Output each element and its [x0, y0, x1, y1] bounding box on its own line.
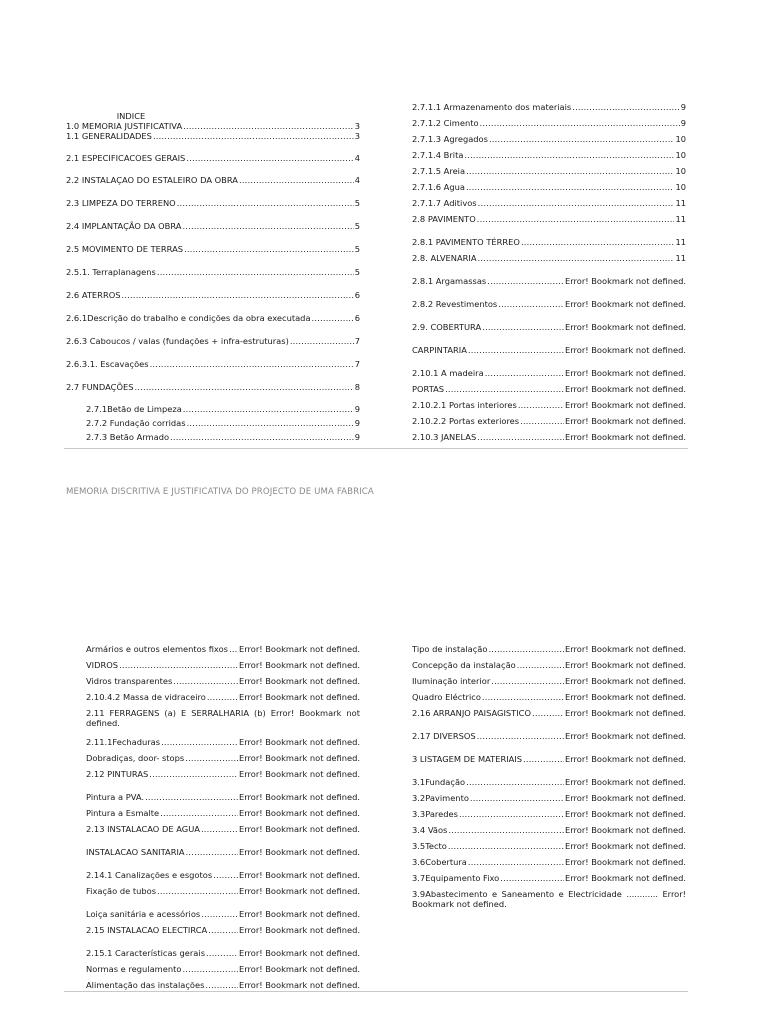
toc-entry[interactable] [412, 692, 686, 702]
toc-entry[interactable] [412, 731, 686, 741]
toc-column-left-2 [86, 644, 360, 990]
toc-entry[interactable] [86, 676, 360, 686]
toc-entry-label: 2.1 ESPECIFICACOES GERAIS [66, 153, 186, 163]
toc-entry-page: 11 [675, 198, 686, 208]
toc-column-right-2 [412, 644, 686, 909]
toc-entry-page: Error! Bookmark not defined. [565, 708, 686, 718]
toc-entry-page: 11 [675, 253, 686, 263]
toc-entry-page: Error! Bookmark not defined. [565, 754, 686, 764]
toc-entry-label: 2.7.1.4 Brita [412, 150, 464, 160]
toc-entry-page: Error! Bookmark not defined. [565, 777, 686, 787]
toc-dot-leader [186, 153, 353, 163]
toc-entry-page: Error! Bookmark not defined. [239, 808, 360, 818]
toc-entry[interactable] [412, 198, 686, 208]
toc-dot-leader [187, 418, 354, 428]
toc-dot-leader [239, 175, 354, 185]
toc-dot-leader [485, 368, 564, 378]
toc-entry-page: Error! Bookmark not defined. [565, 793, 686, 803]
toc-dot-leader [487, 276, 564, 286]
toc-entry-page: 7 [354, 359, 360, 369]
toc-dot-leader [157, 886, 238, 896]
toc-entry-page: Error! Bookmark not defined. [239, 692, 360, 702]
toc-entry-page: Error! Bookmark not defined. [565, 416, 686, 426]
toc-entry-label: PORTAS [412, 384, 445, 394]
toc-dot-leader [185, 753, 238, 763]
toc-dot-leader [122, 290, 354, 300]
toc-entry-label: 2.10.4.2 Massa de vidraceiro [86, 692, 206, 702]
toc-entry-page: 5 [354, 267, 360, 277]
toc-dot-leader [500, 873, 564, 883]
toc-entry-label: 2.8.1 Argamassas [412, 276, 487, 286]
toc-dot-leader [478, 198, 675, 208]
toc-entry-page: Error! Bookmark not defined. [239, 769, 360, 779]
toc-dot-leader [448, 841, 564, 851]
toc-dot-leader [173, 676, 238, 686]
toc-entry-label: Tipo de instalação [412, 644, 488, 654]
toc-column-left [66, 111, 360, 442]
toc-entry[interactable] [412, 708, 686, 718]
toc-entry-page: Error! Bookmark not defined. [565, 857, 686, 867]
toc-entry-label: 3.1Fundação [412, 777, 466, 787]
toc-entry[interactable] [66, 244, 360, 254]
toc-entry[interactable] [66, 359, 360, 369]
toc-entry-page: 5 [354, 198, 360, 208]
toc-entry-label: 2.5 MOVIMENTO DE TERRAS [66, 244, 184, 254]
toc-entry-label: Dobradiças, door- stops [86, 753, 185, 763]
toc-entry[interactable] [412, 166, 686, 176]
toc-dot-leader [470, 793, 564, 803]
toc-entry-label: 2.4 IMPLANTAÇÃO DA OBRA [66, 221, 182, 231]
toc-entry-page: Error! Bookmark not defined. [565, 841, 686, 851]
toc-entry-label: Pintura a PVA. [86, 792, 145, 802]
toc-entry-label: INSTALACAO SANITARIA [86, 847, 185, 857]
toc-entry[interactable] [86, 847, 360, 857]
toc-dot-leader [161, 737, 238, 747]
toc-entry-label: Quadro Eléctrico [412, 692, 481, 702]
toc-entry-label: 2.6.3.1. Escavações [66, 359, 149, 369]
toc-list-right-2 [412, 644, 686, 909]
toc-entry[interactable] [412, 322, 686, 332]
toc-entry-page: 10 [675, 134, 686, 144]
toc-entry[interactable] [86, 808, 360, 818]
toc-entry-label: 2.8.1 PAVIMENTO TÉRREO [412, 237, 520, 247]
toc-entry[interactable] [86, 708, 360, 728]
toc-entry-page: 5 [354, 221, 360, 231]
toc-dot-leader [312, 313, 354, 323]
toc-entry-page: 9 [680, 102, 686, 112]
toc-entry-label: Pintura a Esmalte [86, 808, 160, 818]
toc-dot-leader [468, 857, 564, 867]
toc-entry-page: Error! Bookmark not defined. [565, 660, 686, 670]
toc-dot-leader [477, 731, 564, 741]
toc-entry[interactable] [66, 336, 360, 346]
toc-entry[interactable] [412, 214, 686, 224]
toc-entry[interactable] [86, 824, 360, 834]
toc-entry[interactable] [412, 809, 686, 819]
toc-entry-page: 3 [354, 131, 360, 141]
toc-entry[interactable] [86, 980, 360, 990]
toc-entry-label: 2.11.1Fechaduras [86, 737, 161, 747]
toc-entry-label: 2.7.1.6 Agua [412, 182, 465, 192]
toc-dot-leader [482, 322, 564, 332]
toc-dot-leader [464, 150, 674, 160]
toc-entry-page: Error! Bookmark not defined. [239, 886, 360, 896]
toc-entry[interactable] [412, 345, 686, 355]
toc-dot-leader [157, 267, 354, 277]
toc-dot-leader [213, 870, 238, 880]
page-divider-top [64, 448, 688, 449]
toc-entry[interactable] [412, 873, 686, 883]
toc-entry[interactable] [66, 313, 360, 323]
toc-entry-label: 2.6.3 Caboucos / valas (fundações + infra-estruturas) [66, 336, 289, 346]
toc-dot-leader [186, 847, 238, 857]
toc-entry[interactable] [86, 925, 360, 935]
toc-entry-label: 1.0 MEMORIA JUSTIFICATIVA [66, 121, 183, 131]
toc-entry-label: 2.7.1.1 Armazenamento dos materiais [412, 102, 572, 112]
toc-entry-page: Error! Bookmark not defined. [239, 847, 360, 857]
toc-entry[interactable] [86, 644, 360, 654]
toc-dot-leader [466, 166, 674, 176]
toc-dot-leader [207, 692, 238, 702]
toc-entry[interactable] [86, 909, 360, 919]
toc-entry-label: 3.9Abastecimento e Saneamento e Electricidade ............ Error! Bookmark not defined. [412, 889, 686, 909]
toc-dot-leader [205, 980, 238, 990]
toc-entry-page: Error! Bookmark not defined. [565, 676, 686, 686]
toc-entry-page: Error! Bookmark not defined. [239, 753, 360, 763]
toc-entry-label: 2.7.1.5 Areia [412, 166, 466, 176]
toc-entry[interactable] [86, 792, 360, 802]
toc-entry-label: 2.7.3 Betão Armado [86, 432, 170, 442]
toc-entry[interactable] [66, 267, 360, 277]
toc-column-right [412, 102, 686, 442]
toc-entry[interactable] [66, 418, 360, 428]
toc-list-left-2 [86, 644, 360, 990]
toc-entry[interactable] [412, 889, 686, 909]
toc-entry[interactable] [66, 404, 360, 414]
toc-entry-label: 2.3 LIMPEZA DO TERRENO [66, 198, 176, 208]
toc-entry-page: 5 [354, 244, 360, 254]
toc-entry-label: 2.11 FERRAGENS (a) E SERRALHARIA (b) Error! Bookmark not defined. [86, 708, 360, 728]
toc-entry[interactable] [412, 793, 686, 803]
toc-entry-page: Error! Bookmark not defined. [565, 322, 686, 332]
toc-entry-label: 3 LISTAGEM DE MATERIAIS [412, 754, 523, 764]
toc-dot-leader [445, 384, 564, 394]
toc-dot-leader [182, 964, 238, 974]
toc-entry-page: Error! Bookmark not defined. [239, 964, 360, 974]
toc-dot-leader [206, 948, 238, 958]
toc-entry-page: 7 [354, 336, 360, 346]
toc-entry-page: Error! Bookmark not defined. [239, 980, 360, 990]
toc-entry-page: Error! Bookmark not defined. [239, 737, 360, 747]
toc-entry-page: Error! Bookmark not defined. [239, 909, 360, 919]
toc-entry-page: Error! Bookmark not defined. [239, 792, 360, 802]
toc-entry[interactable] [66, 131, 360, 141]
toc-entry-label: 2.7.1Betão de Limpeza [86, 404, 182, 414]
toc-dot-leader [480, 118, 680, 128]
toc-entry-page: Error! Bookmark not defined. [565, 368, 686, 378]
toc-dot-leader [521, 237, 674, 247]
toc-dot-leader [229, 644, 238, 654]
toc-dot-leader [518, 400, 564, 410]
toc-entry-label: Fixação de tubos [86, 886, 157, 896]
toc-entry[interactable] [66, 121, 360, 131]
toc-entry-page: 3 [354, 121, 360, 131]
toc-entry-label: 2.14.1 Canalizações e esgotos [86, 870, 213, 880]
toc-entry-page: Error! Bookmark not defined. [239, 824, 360, 834]
toc-entry-label: 2.10.2.1 Portas interiores [412, 400, 517, 410]
toc-dot-leader [177, 198, 354, 208]
toc-dot-leader [477, 214, 675, 224]
toc-entry-page: Error! Bookmark not defined. [565, 276, 686, 286]
toc-entry[interactable] [412, 825, 686, 835]
toc-entry-label: 2.8. ALVENARIA [412, 253, 477, 263]
toc-entry[interactable] [412, 237, 686, 247]
toc-dot-leader [183, 121, 354, 131]
toc-entry[interactable] [86, 948, 360, 958]
toc-entry-page: 9 [354, 404, 360, 414]
toc-entry[interactable] [412, 384, 686, 394]
toc-list-right [412, 102, 686, 442]
toc-entry[interactable] [412, 676, 686, 686]
toc-entry-page: Error! Bookmark not defined. [239, 644, 360, 654]
toc-entry[interactable] [412, 102, 686, 112]
toc-dot-leader [482, 692, 564, 702]
toc-entry[interactable] [86, 886, 360, 896]
toc-entry-label: 2.8 PAVIMENTO [412, 214, 476, 224]
toc-entry-label: 2.7 FUNDAÇÕES [66, 382, 134, 392]
toc-entry[interactable] [412, 182, 686, 192]
toc-entry-page: Error! Bookmark not defined. [239, 925, 360, 935]
toc-dot-leader [491, 676, 564, 686]
toc-entry[interactable] [86, 737, 360, 747]
toc-entry-label: 2.7.1.7 Aditivos [412, 198, 477, 208]
toc-entry[interactable] [412, 150, 686, 160]
toc-dot-leader [149, 769, 238, 779]
toc-entry-page: 9 [680, 118, 686, 128]
toc-entry-label: 2.6.1Descrição do trabalho e condições da obra executada [66, 313, 311, 323]
toc-entry[interactable] [412, 400, 686, 410]
toc-entry-page: Error! Bookmark not defined. [565, 731, 686, 741]
toc-entry-page: Error! Bookmark not defined. [565, 299, 686, 309]
toc-entry-page: Error! Bookmark not defined. [565, 809, 686, 819]
toc-entry[interactable] [66, 432, 360, 442]
toc-dot-leader [466, 777, 564, 787]
toc-entry[interactable] [412, 276, 686, 286]
toc-entry-page: 6 [354, 290, 360, 300]
toc-entry[interactable] [412, 134, 686, 144]
toc-dot-leader [468, 345, 564, 355]
toc-entry-label: 3.3Paredes [412, 809, 458, 819]
toc-entry-label: 2.8.2 Revestimentos [412, 299, 498, 309]
toc-entry[interactable] [66, 153, 360, 163]
toc-entry-page: Error! Bookmark not defined. [239, 948, 360, 958]
toc-entry-page: Error! Bookmark not defined. [239, 676, 360, 686]
toc-entry-label: 3.4 Vãos [412, 825, 448, 835]
toc-entry-page: Error! Bookmark not defined. [565, 345, 686, 355]
toc-entry[interactable] [412, 841, 686, 851]
toc-dot-leader [201, 824, 238, 834]
toc-entry-label: 3.6Cobertura [412, 857, 467, 867]
toc-entry[interactable] [86, 870, 360, 880]
toc-entry[interactable] [66, 175, 360, 185]
toc-dot-leader [150, 359, 354, 369]
toc-dot-leader [170, 432, 354, 442]
toc-entry-label: 2.12 PINTURAS [86, 769, 149, 779]
toc-entry[interactable] [412, 777, 686, 787]
toc-list-left [66, 121, 360, 442]
toc-entry-page: 6 [354, 313, 360, 323]
toc-entry-label: CARPINTARIA [412, 345, 467, 355]
toc-entry-label: 2.16 ARRANJO PAISAGISTICO [412, 708, 532, 718]
toc-dot-leader [498, 299, 564, 309]
toc-dot-leader [520, 416, 564, 426]
toc-dot-leader [448, 825, 564, 835]
toc-entry-label: 2.7.1.3 Agregados [412, 134, 488, 144]
toc-entry-label: Iluminação interior [412, 676, 491, 686]
toc-entry-label: 2.10.3 JANELAS [412, 432, 477, 442]
toc-dot-leader [466, 182, 674, 192]
toc-entry-page: Error! Bookmark not defined. [565, 692, 686, 702]
toc-entry-label: 1.1 GENERALIDADES [66, 131, 152, 141]
toc-dot-leader [572, 102, 679, 112]
toc-entry-label: Armários e outros elementos fixos [86, 644, 228, 654]
toc-entry[interactable] [86, 692, 360, 702]
toc-entry-label: 2.13 INSTALACAO DE AGUA [86, 824, 200, 834]
toc-dot-leader [477, 432, 564, 442]
toc-dot-leader [201, 909, 238, 919]
toc-entry-label: 2.5.1. Terraplanagens [66, 267, 156, 277]
toc-entry-page: Error! Bookmark not defined. [565, 400, 686, 410]
toc-entry[interactable] [412, 416, 686, 426]
toc-entry-label: VIDROS [86, 660, 119, 670]
toc-entry-label: 2.17 DIVERSOS [412, 731, 476, 741]
toc-entry[interactable] [412, 644, 686, 654]
toc-dot-leader [517, 660, 564, 670]
toc-dot-leader [290, 336, 354, 346]
toc-dot-leader [459, 809, 564, 819]
page-divider-bottom [64, 991, 688, 992]
running-header: MEMORIA DISCRITIVA E JUSTIFICATIVA DO PROJECTO DE UMA FABRICA [66, 487, 374, 497]
toc-entry-page: 10 [675, 150, 686, 160]
toc-entry-label: 2.2 INSTALAÇAO DO ESTALEIRO DA OBRA [66, 175, 238, 185]
toc-heading: INDICE [116, 111, 146, 121]
toc-entry-page: 9 [354, 418, 360, 428]
toc-entry[interactable] [412, 368, 686, 378]
toc-entry-page: Error! Bookmark not defined. [565, 644, 686, 654]
toc-dot-leader [523, 754, 564, 764]
toc-entry-label: Concepção da instalação [412, 660, 516, 670]
toc-dot-leader [135, 382, 354, 392]
toc-dot-leader [489, 134, 674, 144]
toc-dot-leader [119, 660, 238, 670]
toc-entry[interactable] [86, 753, 360, 763]
toc-entry-page: 8 [354, 382, 360, 392]
toc-entry-label: Vidros transparentes [86, 676, 173, 686]
toc-entry-label: 3.7Equipamento Fixo [412, 873, 500, 883]
toc-dot-leader [145, 792, 238, 802]
toc-entry[interactable] [66, 382, 360, 392]
toc-entry[interactable] [412, 253, 686, 263]
toc-entry[interactable] [412, 118, 686, 128]
toc-entry-label: 3.2Pavimento [412, 793, 469, 803]
toc-dot-leader [160, 808, 238, 818]
toc-entry[interactable] [86, 660, 360, 670]
toc-entry-page: 11 [675, 214, 686, 224]
toc-dot-leader [488, 644, 564, 654]
toc-entry-label: Loiça sanitária e acessórios [86, 909, 201, 919]
toc-entry[interactable] [86, 769, 360, 779]
toc-entry[interactable] [86, 964, 360, 974]
toc-dot-leader [184, 244, 354, 254]
toc-entry-label: 2.6 ATERROS [66, 290, 121, 300]
toc-entry[interactable] [66, 221, 360, 231]
toc-entry-label: 2.15.1 Características gerais [86, 948, 206, 958]
toc-entry-page: 11 [675, 237, 686, 247]
toc-entry[interactable] [412, 660, 686, 670]
toc-entry[interactable] [412, 754, 686, 764]
toc-entry-page: 4 [354, 153, 360, 163]
toc-entry-page: Error! Bookmark not defined. [565, 384, 686, 394]
toc-dot-leader [532, 708, 564, 718]
toc-entry-label: 2.15 INSTALACAO ELECTIRCA [86, 925, 208, 935]
toc-entry-page: Error! Bookmark not defined. [565, 873, 686, 883]
toc-dot-leader [478, 253, 675, 263]
toc-entry[interactable] [412, 299, 686, 309]
toc-dot-leader [153, 131, 354, 141]
toc-entry[interactable] [66, 198, 360, 208]
toc-entry-page: Error! Bookmark not defined. [565, 825, 686, 835]
toc-entry[interactable] [66, 290, 360, 300]
toc-entry-page: Error! Bookmark not defined. [239, 660, 360, 670]
toc-entry-page: Error! Bookmark not defined. [239, 870, 360, 880]
toc-entry-page: Error! Bookmark not defined. [565, 432, 686, 442]
toc-entry-label: 2.7.1.2 Cimento [412, 118, 479, 128]
toc-entry-label: 2.7.2 Fundação corridas [86, 418, 186, 428]
toc-entry-page: 4 [354, 175, 360, 185]
toc-entry-page: 9 [354, 432, 360, 442]
toc-entry[interactable] [412, 432, 686, 442]
toc-entry-page: 10 [675, 166, 686, 176]
toc-entry-label: Alimentação das instalações [86, 980, 205, 990]
toc-entry-label: 2.10.1 A madeira [412, 368, 484, 378]
toc-entry[interactable] [412, 857, 686, 867]
toc-dot-leader [183, 404, 354, 414]
toc-entry-page: 10 [675, 182, 686, 192]
toc-entry-label: 2.10.2.2 Portas exteriores [412, 416, 520, 426]
toc-entry-label: 2.9. COBERTURA [412, 322, 482, 332]
toc-entry-label: 3.5Tecto [412, 841, 447, 851]
toc-dot-leader [208, 925, 238, 935]
toc-entry-label: Normas e regulamento [86, 964, 182, 974]
toc-dot-leader [182, 221, 353, 231]
